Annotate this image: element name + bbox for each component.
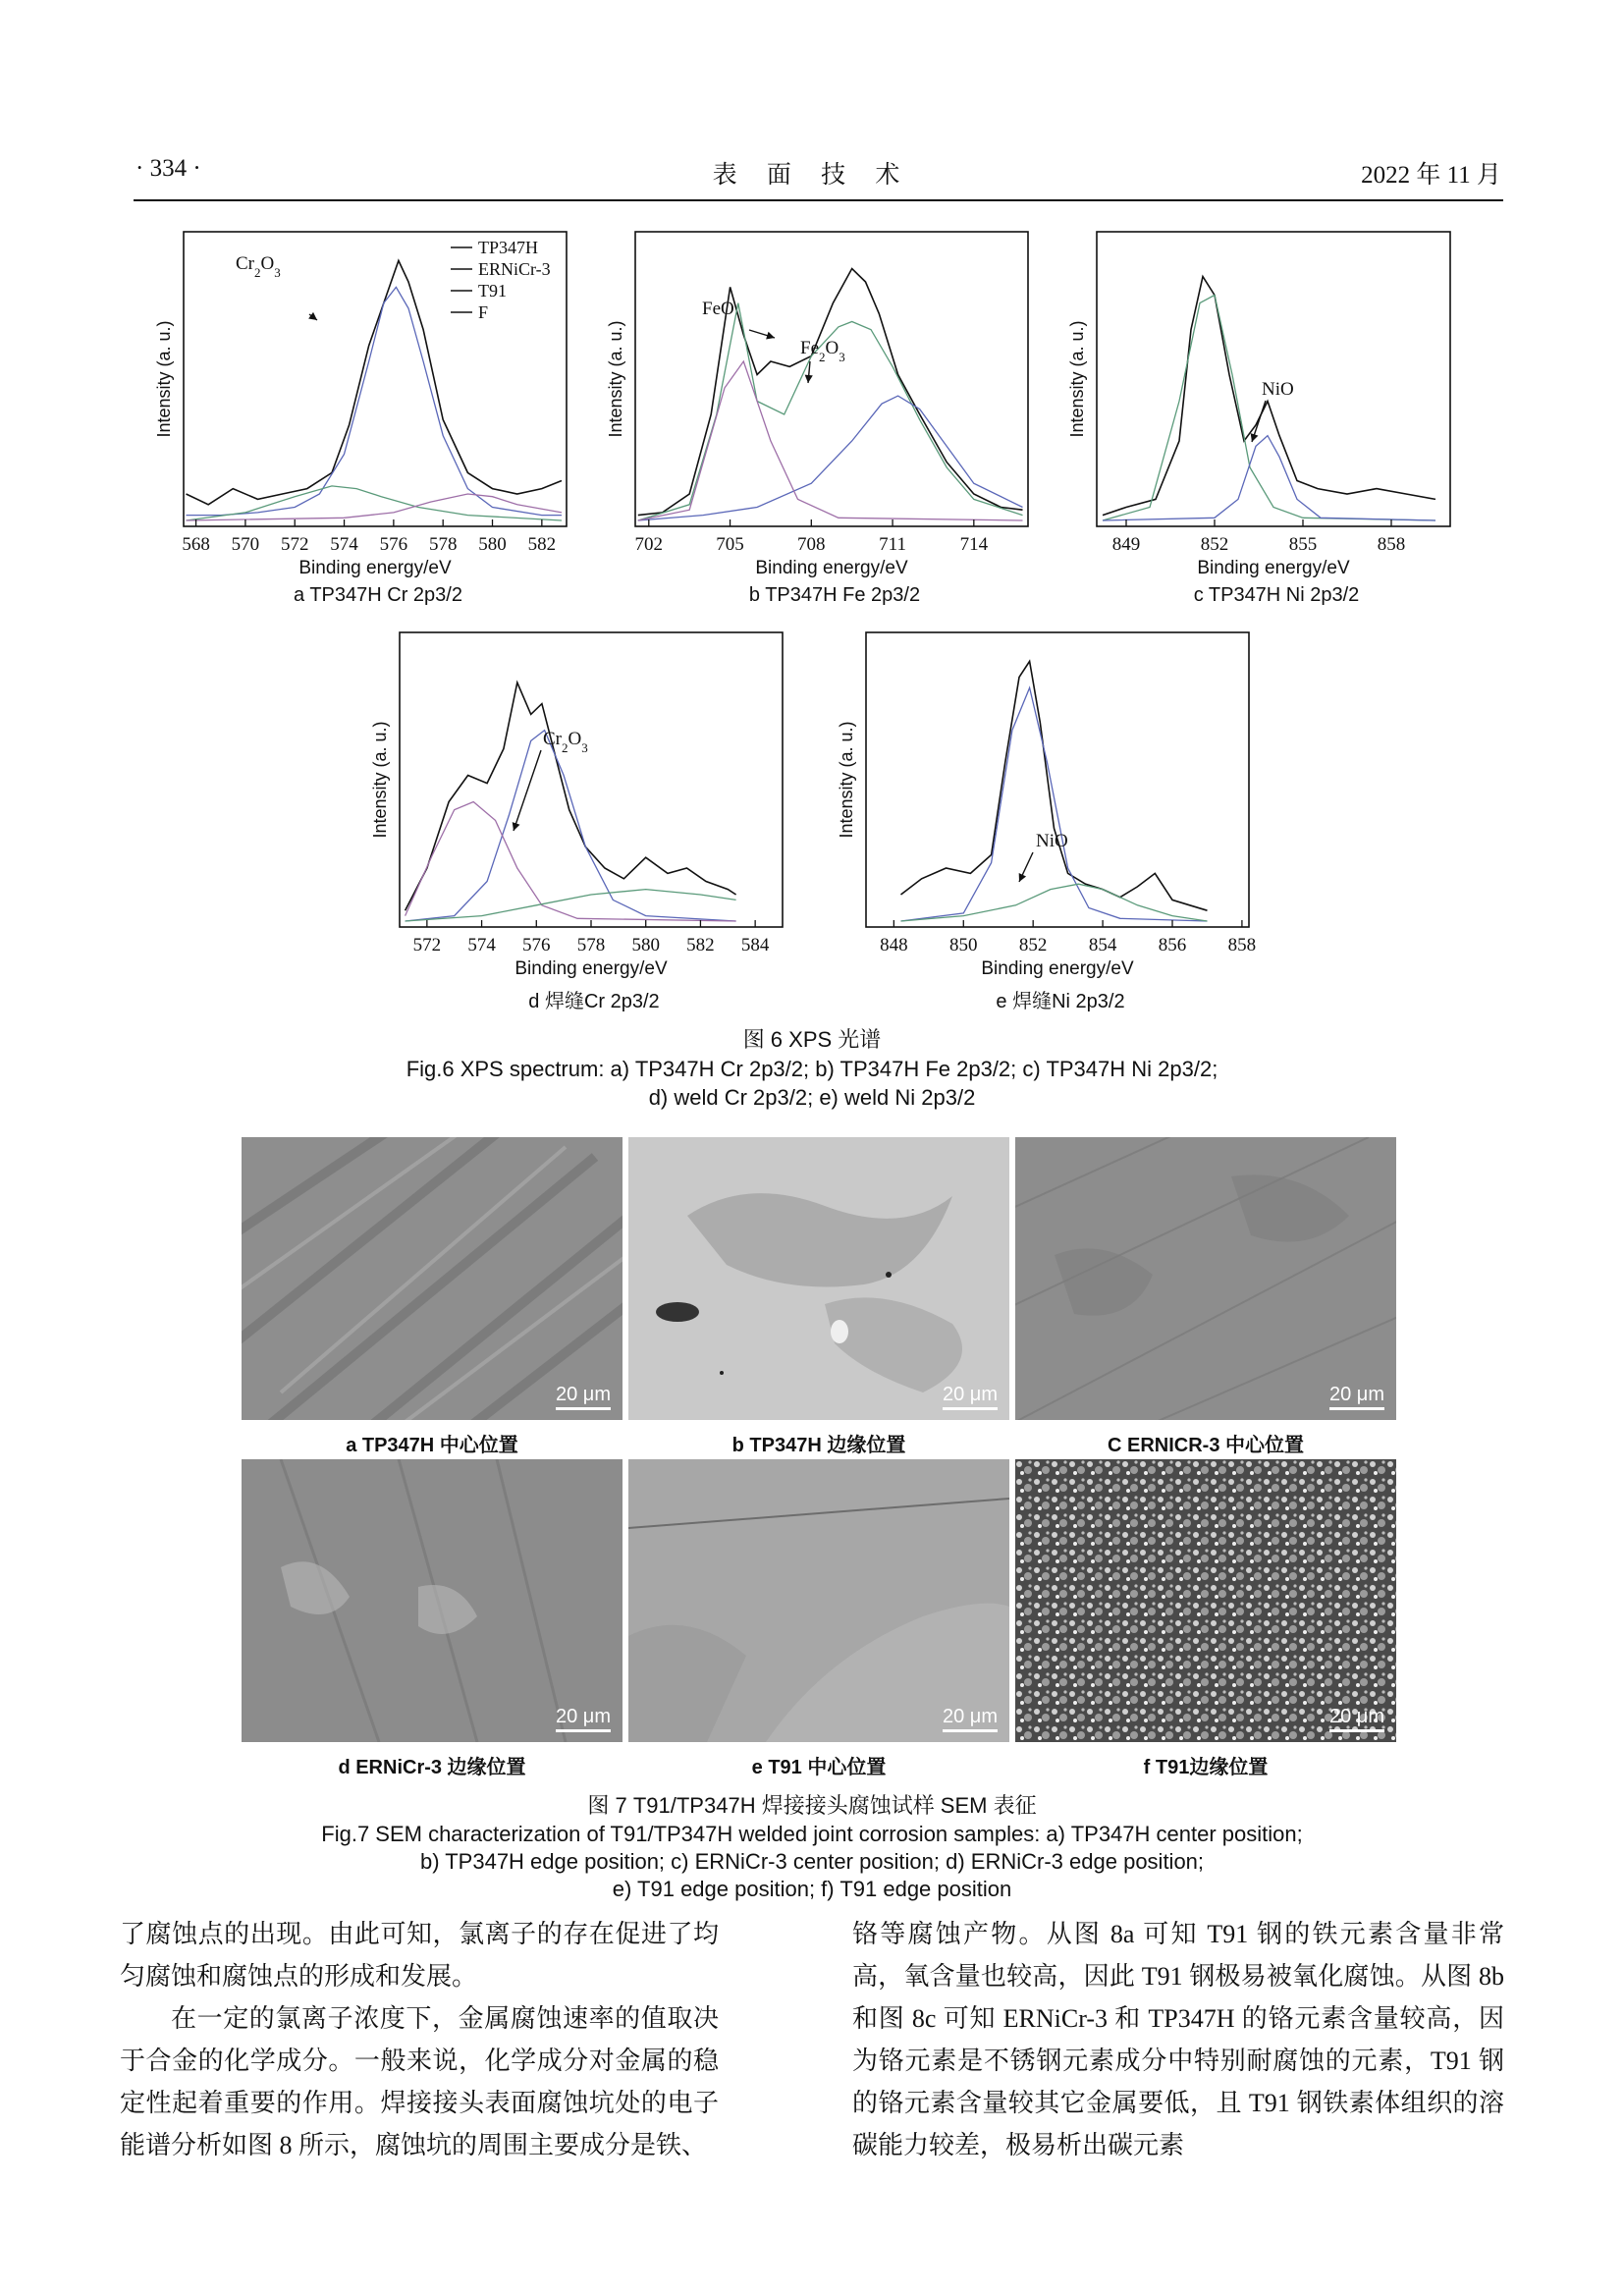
sem-texture-c xyxy=(1015,1137,1396,1420)
annotation-arrow xyxy=(514,750,541,831)
x-tick-label: 578 xyxy=(576,935,606,955)
legend-entry: F xyxy=(478,302,489,322)
sem-texture-b xyxy=(628,1137,1009,1420)
chart-caption-a: a TP347H Cr 2p3/2 xyxy=(294,584,462,606)
annotation-arrowhead xyxy=(1251,433,1259,442)
body-column-left xyxy=(120,1913,719,2166)
sem-texture-f xyxy=(1015,1459,1396,1742)
x-tick-label: 568 xyxy=(182,534,210,555)
figure6-title-en-line2: d) weld Cr 2p3/2; e) weld Ni 2p3/2 xyxy=(648,1085,976,1110)
x-axis-label: Binding energy/eV xyxy=(755,558,908,578)
x-axis-label: Binding energy/eV xyxy=(1197,558,1350,578)
peak-annotation: NiO xyxy=(1262,379,1294,400)
series-line-0 xyxy=(638,269,1023,516)
series-line-2 xyxy=(1103,436,1435,520)
chart-caption-c: c TP347H Ni 2p3/2 xyxy=(1193,584,1360,606)
x-tick-label: 570 xyxy=(231,534,260,555)
x-axis-label: Binding energy/eV xyxy=(981,958,1134,979)
x-tick-label: 574 xyxy=(330,534,358,555)
journal-name: 表 面 技 术 xyxy=(712,162,912,189)
figure6-title-en-line1: Fig.6 XPS spectrum: a) TP347H Cr 2p3/2; b) TP347H Fe 2p3/2; c) TP347H Ni 2p3/2; xyxy=(406,1057,1218,1081)
sem-image-c xyxy=(1015,1137,1396,1420)
sem-image-e xyxy=(628,1459,1009,1742)
x-tick-label: 702 xyxy=(634,534,664,555)
x-tick-label: 858 xyxy=(1377,534,1406,555)
peak-annotation: FeO xyxy=(702,299,734,319)
sem-image-f xyxy=(1015,1459,1396,1742)
plot-frame xyxy=(866,632,1249,927)
xps-chart-c xyxy=(1056,228,1478,601)
sem-image-d xyxy=(242,1459,623,1742)
x-tick-label: 572 xyxy=(412,935,442,955)
x-tick-label: 582 xyxy=(686,935,715,955)
x-axis-label: Binding energy/eV xyxy=(514,958,668,979)
xps-chart-d xyxy=(358,628,810,1002)
sem-image-b xyxy=(628,1137,1009,1420)
peak-annotation: NiO xyxy=(1036,831,1068,851)
scale-bar-f xyxy=(1329,1706,1384,1732)
scale-label-e: 20 μm xyxy=(943,1706,998,1727)
sem-texture-e xyxy=(628,1459,1009,1742)
x-tick-label: 580 xyxy=(478,534,507,555)
y-axis-label: Intensity (a. u.) xyxy=(837,721,856,839)
sem-caption-e: e T91 中心位置 xyxy=(751,1757,887,1778)
annotation-arrowhead xyxy=(513,822,520,831)
series-line-1 xyxy=(406,731,736,921)
x-tick-label: 708 xyxy=(797,534,826,555)
scale-bar-d xyxy=(556,1706,611,1732)
scale-label-a: 20 μm xyxy=(556,1384,611,1405)
series-line-3 xyxy=(187,494,563,520)
x-tick-label: 582 xyxy=(527,534,557,555)
xps-chart-b xyxy=(594,228,1056,601)
x-tick-label: 858 xyxy=(1227,935,1257,955)
x-tick-label: 714 xyxy=(959,534,989,555)
chart-caption-b: b TP347H Fe 2p3/2 xyxy=(748,584,921,606)
annotation-arrowhead xyxy=(805,375,813,383)
xps-chart-e xyxy=(825,628,1276,1002)
sem-texture-d xyxy=(242,1459,623,1742)
peak-annotation: $Fe_2O_3$ xyxy=(800,338,845,364)
scale-bar-a xyxy=(556,1384,611,1410)
x-tick-label: 578 xyxy=(428,534,458,555)
sem-caption-b: b TP347H 边缘位置 xyxy=(731,1435,906,1456)
legend-entry: ERNiCr-3 xyxy=(478,259,551,279)
scale-bar-c xyxy=(1329,1384,1384,1410)
x-tick-label: 576 xyxy=(379,534,408,555)
annotation-arrowhead xyxy=(308,312,317,320)
x-tick-label: 852 xyxy=(1200,534,1229,555)
series-line-2 xyxy=(406,802,736,922)
sem-caption-f: f T91边缘位置 xyxy=(1143,1757,1269,1778)
x-tick-label: 574 xyxy=(467,935,496,955)
issue-date: 2022 年 11 月 xyxy=(1361,162,1501,189)
body-paragraph: 了腐蚀点的出现。由此可知，氯离子的存在促进了均匀腐蚀和腐蚀点的形成和发展。 xyxy=(120,1920,719,1991)
x-tick-label: 856 xyxy=(1158,935,1187,955)
x-tick-label: 854 xyxy=(1088,935,1117,955)
chart-caption-e: e 焊缝Ni 2p3/2 xyxy=(996,991,1125,1012)
sem-caption-c: C ERNICR-3 中心位置 xyxy=(1107,1435,1304,1456)
body-column-right xyxy=(852,1913,1504,2166)
sem-texture-a xyxy=(242,1137,623,1420)
x-axis-label: Binding energy/eV xyxy=(298,558,452,578)
scale-bar-b xyxy=(943,1384,998,1410)
page-number: · 334 · xyxy=(135,155,201,182)
legend-entry: T91 xyxy=(478,281,507,300)
plot-frame xyxy=(400,632,783,927)
plot-frame xyxy=(635,232,1028,526)
x-tick-label: 850 xyxy=(949,935,978,955)
y-axis-label: Intensity (a. u.) xyxy=(370,721,390,839)
annotation-arrowhead xyxy=(766,332,775,340)
x-tick-label: 855 xyxy=(1288,534,1318,555)
x-tick-label: 852 xyxy=(1018,935,1048,955)
sem-caption-a: a TP347H 中心位置 xyxy=(346,1435,518,1456)
sem-image-a xyxy=(242,1137,623,1420)
scale-bar-e xyxy=(943,1706,998,1732)
series-line-2 xyxy=(638,396,1023,520)
body-paragraph: 在一定的氯离子浓度下，金属腐蚀速率的值取决于合金的化学成分。一般来说，化学成分对金属的稳定性起着重要的作用。焊接接头表面腐蚀坑处的电子能谱分析如图 8 所示，腐蚀坑的周围主要成分是铁、 xyxy=(120,2004,719,2159)
series-line-0 xyxy=(901,661,1208,910)
scale-label-b: 20 μm xyxy=(943,1384,998,1405)
body-paragraph: 铬等腐蚀产物。从图 8a 可知 T91 钢的铁元素含量非常高，氧含量也较高，因此 T91 钢极易被氧化腐蚀。从图 8b 和图 8c 可知 ERNiCr-3 和 TP347H 的铬元素含量较高，因为铬元素是不锈钢元素成分中特别耐腐蚀的元素，T91 钢的铬元素含量较其它金属要低，且 T91 钢铁素体组织的溶碳能力较差，极易析出碳元素 xyxy=(852,1920,1504,2159)
sem-caption-d: d ERNiCr-3 边缘位置 xyxy=(338,1757,526,1778)
header-rule xyxy=(134,199,1503,201)
figure7-title-en-line2: b) TP347H edge position; c) ERNiCr-3 center position; d) ERNiCr-3 edge position; xyxy=(419,1849,1205,1874)
series-line-3 xyxy=(638,361,1023,520)
figure7-title-en-line3: e) T91 edge position; f) T91 edge position xyxy=(612,1877,1012,1901)
peak-annotation: $Cr_2O_3$ xyxy=(236,253,281,280)
x-tick-label: 848 xyxy=(880,935,908,955)
series-line-1 xyxy=(187,287,563,515)
x-tick-label: 576 xyxy=(522,935,551,955)
xps-chart-a xyxy=(142,228,594,601)
scale-label-c: 20 μm xyxy=(1329,1384,1384,1405)
chart-caption-d: d 焊缝Cr 2p3/2 xyxy=(528,991,660,1012)
scale-label-f: 20 μm xyxy=(1329,1706,1384,1727)
legend-entry: TP347H xyxy=(478,238,539,257)
scale-label-d: 20 μm xyxy=(556,1706,611,1727)
series-line-1 xyxy=(901,687,1208,921)
y-axis-label: Intensity (a. u.) xyxy=(154,320,174,438)
figure7-title-cn: 图 7 T91/TP347H 焊接接头腐蚀试样 SEM 表征 xyxy=(587,1793,1037,1818)
y-axis-label: Intensity (a. u.) xyxy=(606,320,625,438)
x-tick-label: 580 xyxy=(631,935,660,955)
x-tick-label: 705 xyxy=(716,534,744,555)
figure6-title-cn: 图 6 XPS 光谱 xyxy=(742,1027,882,1052)
figure7-title-en-line1: Fig.7 SEM characterization of T91/TP347H welded joint corrosion samples: a) TP347H center position; xyxy=(321,1822,1303,1846)
y-axis-label: Intensity (a. u.) xyxy=(1067,320,1087,438)
peak-annotation: $Cr_2O_3$ xyxy=(543,729,588,755)
x-tick-label: 584 xyxy=(740,935,770,955)
x-tick-label: 572 xyxy=(280,534,309,555)
x-tick-label: 711 xyxy=(879,534,906,555)
x-tick-label: 849 xyxy=(1111,534,1141,555)
